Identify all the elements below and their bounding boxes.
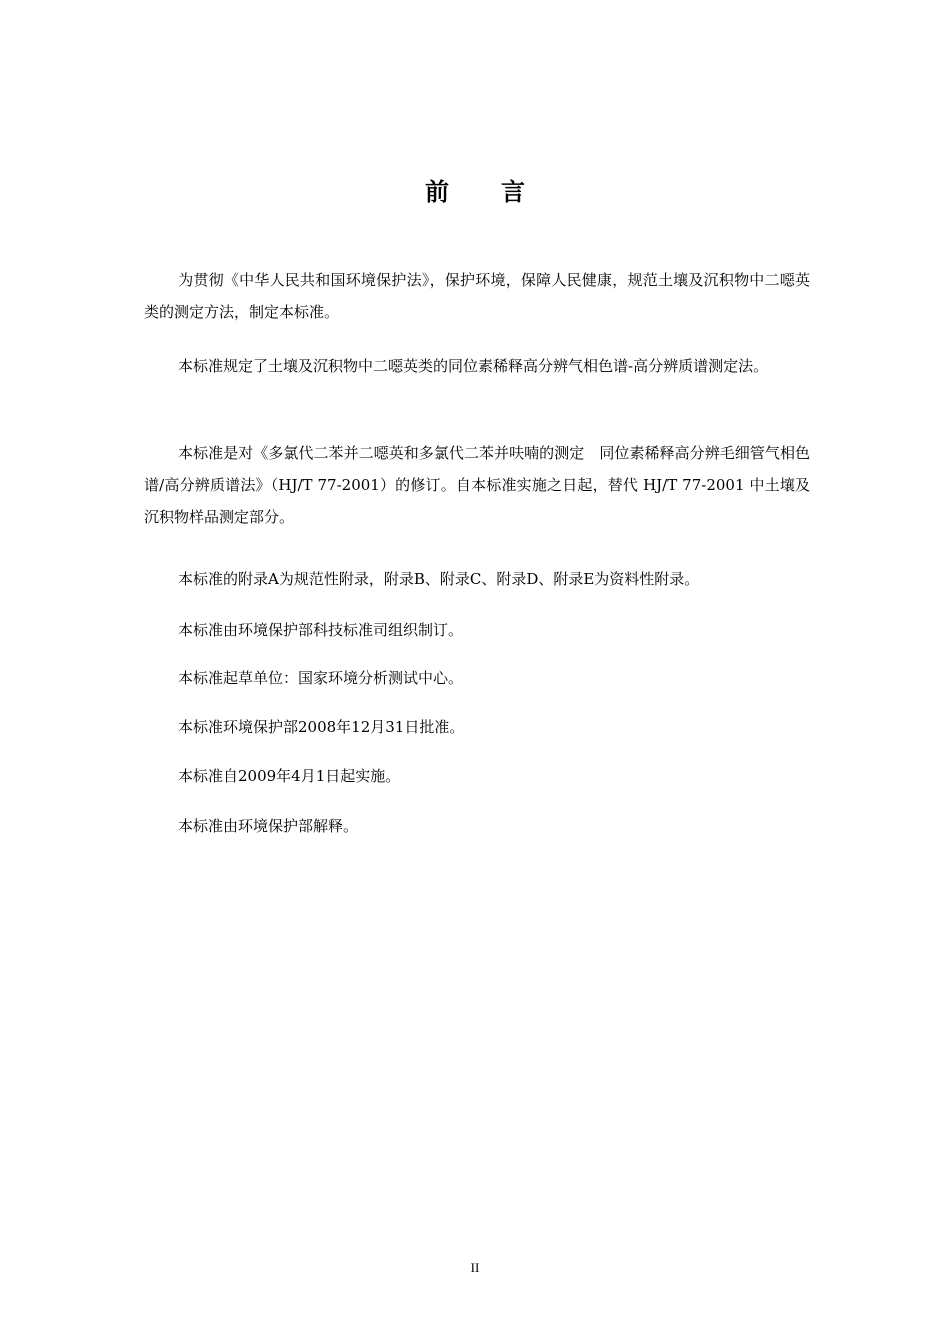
paragraph-6-text: 本标准起草单位：国家环境分析测试中心。 — [178, 669, 464, 687]
paragraph-7 — [144, 711, 810, 743]
paragraph-5-text: 本标准由环境保护部科技标准司组织制订。 — [178, 621, 464, 639]
paragraph-3-text: 本标准是对《多氯代二苯并二噁英和多氯代二苯并呋喃的测定 同位素稀释高分辨毛细管气相色谱/高分辨质谱法》（HJ/T 77-2001）的修订。自本标准实施之日起，替代 HJ/T 77-2001 中土壤及沉积物样品测定部分。 — [144, 444, 810, 526]
paragraph-1-text: 为贯彻《中华人民共和国环境保护法》，保护环境，保障人民健康，规范土壤及沉积物中二噁英类的测定方法，制定本标准。 — [144, 271, 810, 321]
title-char-2: 言 — [501, 178, 525, 206]
paragraph-9-text: 本标准由环境保护部解释。 — [178, 817, 359, 835]
paragraph-5 — [144, 614, 810, 646]
paragraph-8-text: 本标准自2009年4月1日起实施。 — [178, 767, 401, 785]
paragraph-1 — [144, 264, 810, 328]
title-char-1: 前 — [425, 178, 449, 206]
paragraph-3 — [144, 437, 810, 533]
paragraph-8 — [144, 760, 810, 792]
paragraph-4-text: 本标准的附录A为规范性附录，附录B、附录C、附录D、附录E为资料性附录。 — [178, 570, 700, 588]
paragraph-2 — [144, 350, 810, 382]
paragraph-2-text: 本标准规定了土壤及沉积物中二噁英类的同位素稀释高分辨气相色谱-高分辨质谱测定法。 — [178, 357, 769, 375]
page-title — [0, 176, 950, 208]
paragraph-4 — [144, 563, 810, 595]
paragraph-7-text: 本标准环境保护部2008年12月31日批准。 — [178, 718, 465, 736]
paragraph-6 — [144, 662, 810, 694]
paragraph-9 — [144, 810, 810, 842]
page-number: II — [470, 1260, 480, 1275]
